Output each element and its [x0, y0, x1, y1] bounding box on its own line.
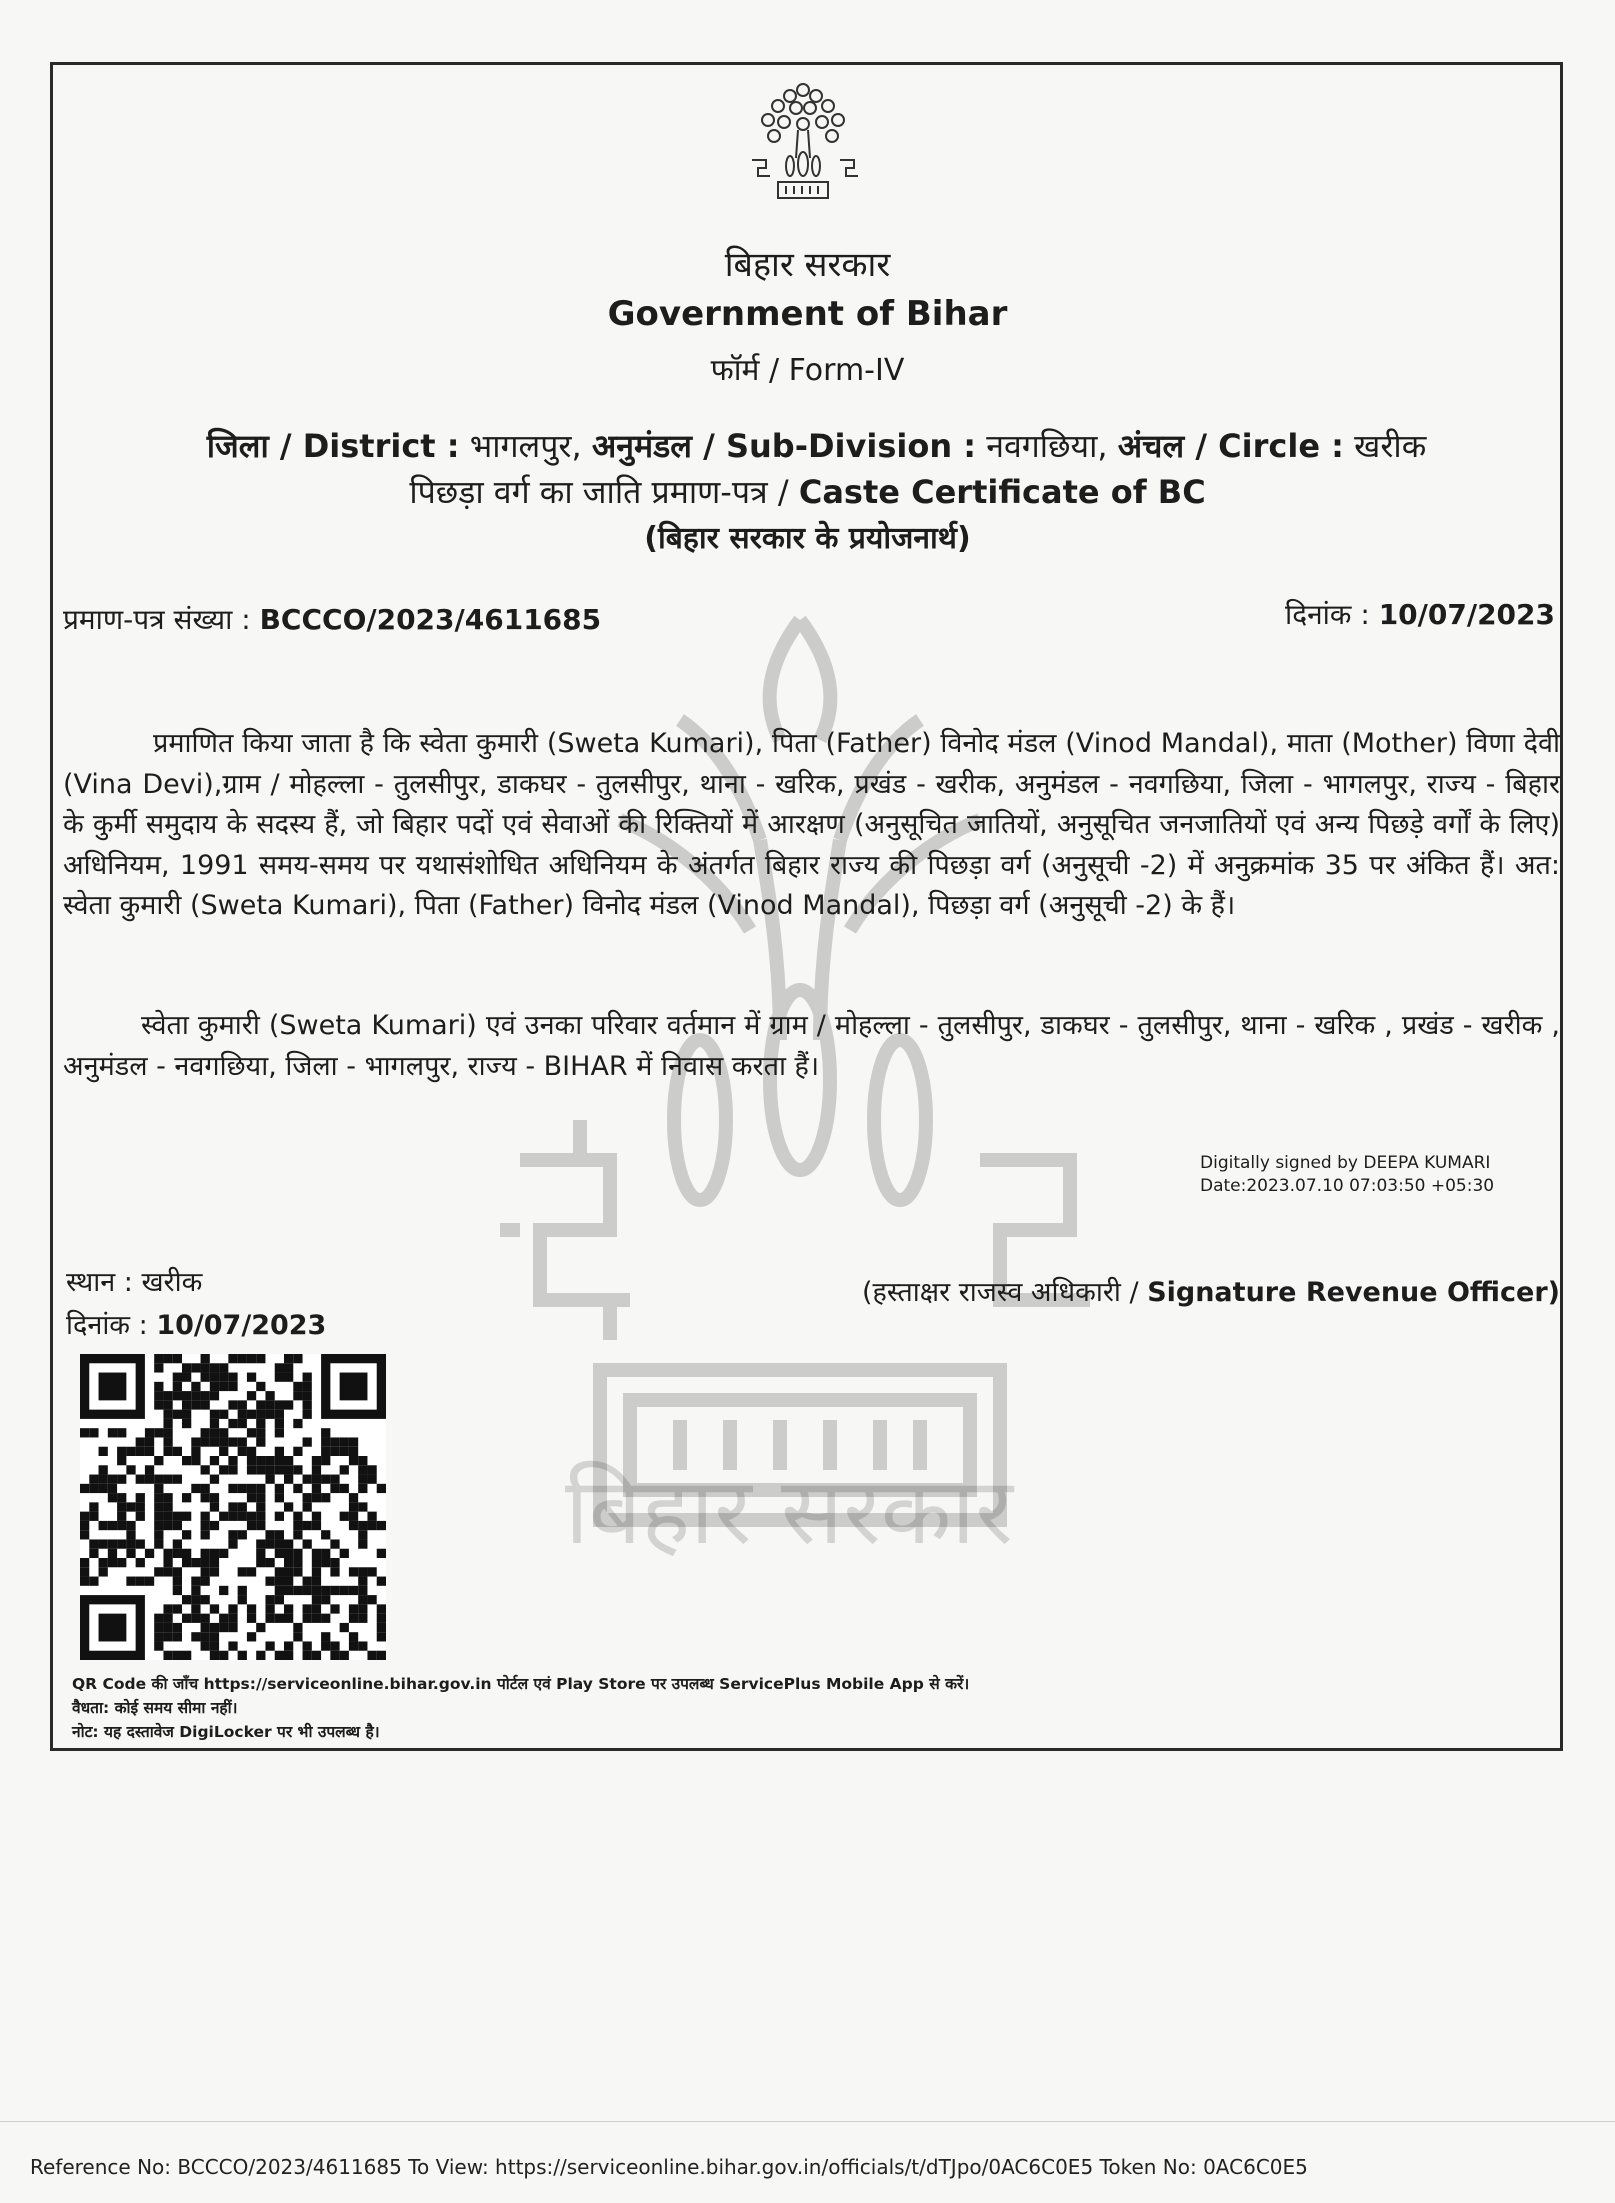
qr-code-icon[interactable]: [80, 1354, 386, 1660]
circle-label: अंचल / Circle :: [1117, 427, 1344, 465]
place-label: स्थान :: [66, 1267, 133, 1298]
purpose-line: (बिहार सरकार के प्रयोजनार्थ): [644, 521, 971, 556]
district-value: भागलपुर,: [469, 427, 582, 465]
signed-date-label: दिनांक :: [66, 1310, 148, 1341]
signed-date-value: 10/07/2023: [156, 1310, 327, 1341]
certificate-number: [63, 600, 601, 638]
digital-signature-date: Date:2023.07.10 07:03:50 +05:30: [1200, 1176, 1495, 1196]
signed-date: [66, 1305, 326, 1342]
footer-divider: [0, 2121, 1615, 2122]
certificate-paragraph-1: प्रमाणित किया जाता है कि स्वेता कुमारी (Sweta Kumari), पिता (Father) विनोद मंडल (Vinod Mandal), माता (Mother) विणा देवी (Vina Devi),ग्राम / मोहल्ला - तुलसीपुर, डाकघर - तुलसीपुर, थाना - खरिक, प्रखंड - खरीक, अनुमंडल - नवगछिया, जिला - भागलपुर, राज्य - बिहार के कुर्मी समुदाय के सदस्य हैं, जो बिहार पदों एवं सेवाओं की रिक्तियों में आरक्षण (अनुसूचित जातियों, अनुसूचित जनजातियों एवं अन्य पिछड़े वर्गों के लिए) अधिनियम, 1991 समय-समय पर यथासंशोधित अधिनियम के अंतर्गत बिहार राज्य की पिछड़ा वर्ग (अनुसूची -2) में अनुक्रमांक 35 पर अंकित हैं। अत: स्वेता कुमारी (Sweta Kumari), पिता (Father) विनोद मंडल (Vinod Mandal), पिछड़ा वर्ग (अनुसूची -2) के हैं।: [63, 728, 1560, 921]
title-english: Government of Bihar: [607, 294, 1008, 334]
certificate-title-english: Caste Certificate of BC: [798, 473, 1206, 511]
certificate-number-value: BCCCO/2023/4611685: [259, 603, 602, 636]
certificate-title-hindi: पिछड़ा वर्ग का जाति प्रमाण-पत्र /: [409, 473, 789, 511]
qr-note-digilocker: नोट: यह दस्तावेज DigiLocker पर भी उपलब्ध है।: [72, 1723, 380, 1741]
signature-label-english: Signature Revenue Officer): [1147, 1277, 1561, 1308]
watermark-text: बिहार सरकार: [565, 1458, 1013, 1565]
subdivision-value: नवगछिया,: [986, 427, 1108, 465]
circle-value: खरीक: [1354, 427, 1427, 465]
qr-notes: [72, 1672, 969, 1744]
issue-date-label: दिनांक :: [1285, 598, 1370, 631]
bihar-bodhi-tree-emblem-icon: [738, 78, 868, 203]
certificate-title: [0, 470, 1615, 513]
certificate-number-label: प्रमाण-पत्र संख्या :: [63, 603, 251, 636]
title-hindi: बिहार सरकार: [724, 245, 891, 285]
digital-signature-block: [1200, 1152, 1494, 1198]
issue-date-value: 10/07/2023: [1378, 598, 1555, 631]
district-label: जिला / District :: [206, 427, 460, 465]
qr-note-validity: वैधता: कोई समय सीमा नहीं।: [72, 1699, 238, 1717]
place-value: खरीक: [141, 1267, 203, 1298]
location-line: [0, 424, 1615, 467]
certificate-paragraph-2: स्वेता कुमारी (Sweta Kumari) एवं उनका परिवार वर्तमान में ग्राम / मोहल्ला - तुलसीपुर, डाकघर - तुलसीपुर, थाना - खरिक , प्रखंड - खरीक , अनुमंडल - नवगछिया, जिला - भागलपुर, राज्य - BIHAR में निवास करता हैं।: [63, 1010, 1560, 1082]
signature-label-hindi: (हस्ताक्षर राजस्व अधिकारी /: [862, 1277, 1139, 1308]
form-label: फॉर्म / Form-IV: [710, 353, 905, 388]
place: [66, 1262, 202, 1299]
qr-note-verify: QR Code की जाँच https://serviceonline.bihar.gov.in पोर्टल एवं Play Store पर उपलब्ध ServicePlus Mobile App से करें।: [72, 1675, 970, 1693]
digital-signature-signer: Digitally signed by DEEPA KUMARI: [1200, 1153, 1491, 1173]
footer-reference: Reference No: BCCCO/2023/4611685 To View: https://serviceonline.bihar.gov.in/officials/t/dTJpo/0AC6C0E5 Token No: 0AC6C0E5: [30, 2155, 1308, 2179]
issue-date: [1285, 595, 1555, 633]
signature-revenue-officer: [862, 1272, 1560, 1309]
subdivision-label: अनुमंडल / Sub-Division :: [591, 427, 977, 465]
